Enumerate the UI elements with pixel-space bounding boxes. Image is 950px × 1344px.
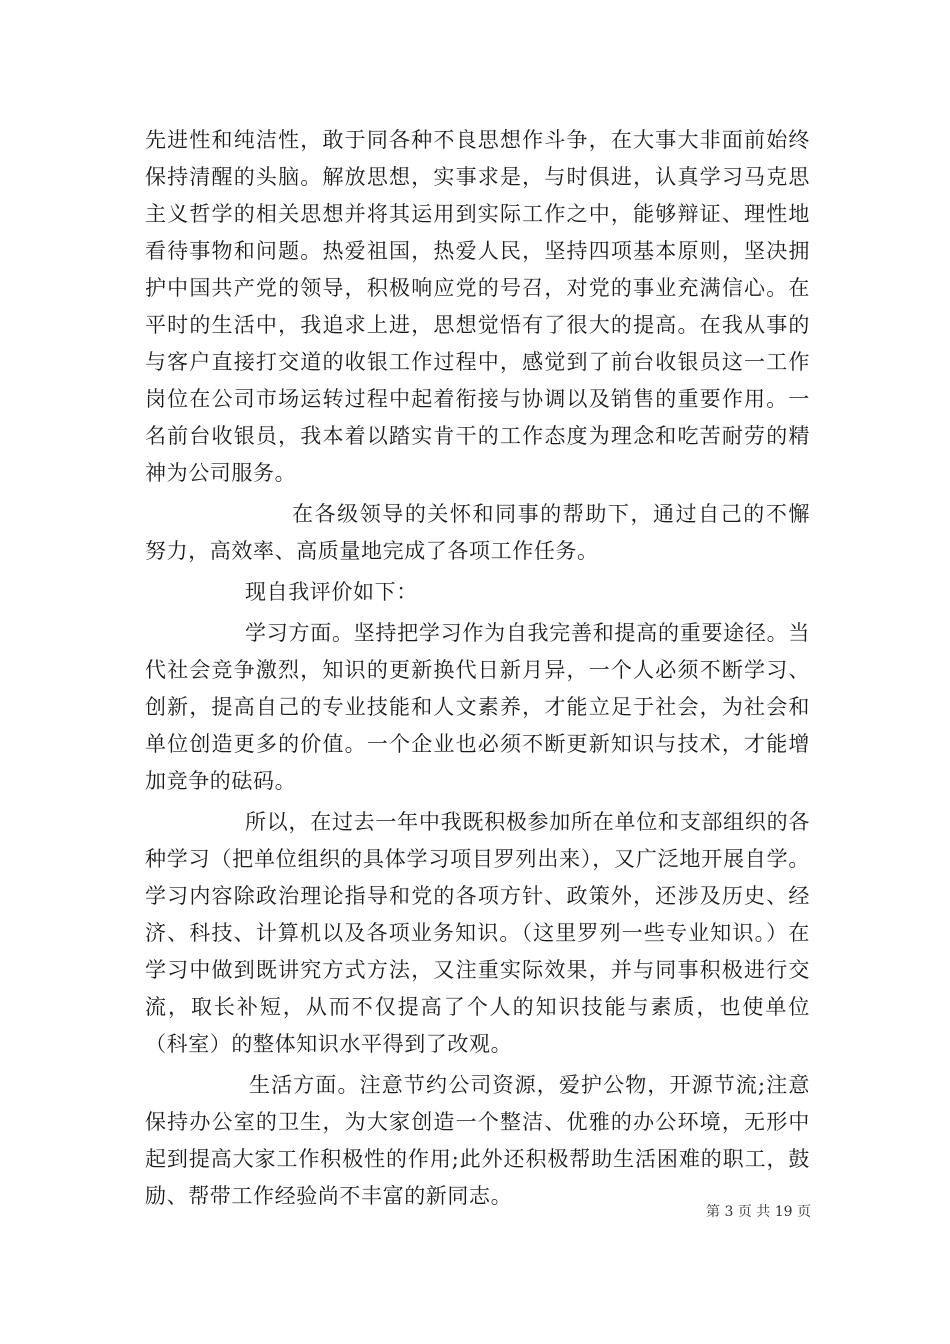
paragraph-evaluation-intro: 现自我评价如下： — [245, 580, 418, 604]
page-number: 第 3 页 共 19 页 — [706, 1204, 811, 1220]
paragraph-life-aspect: 生活方面。注意节约公司资源，爱护公物，开源节流;注意保持办公室的卫生，为大家创造一个整洁、优雅的办公环境，无形中起到提高大家工作积极性的作用;此外还积极帮助生活困难的职工，鼓励、帮带工作经验尚不丰富的新同志。 — [145, 1073, 810, 1208]
paragraph-work-summary: 在各级领导的关怀和同事的帮助下，通过自己的不懈努力，高效率、高质量地完成了各项工作任务。 — [145, 502, 810, 563]
paragraph-study-details: 所以，在过去一年中我既积极参加所在单位和支部组织的各种学习（把单位组织的具体学习项目罗列出来），又广泛地开展自学。学习内容除政治理论指导和党的各项方针、政策外，还涉及历史、经济、科技、计算机以及各项业务知识。（这里罗列一些专业知识。）在学习中做到既讲究方式方法，又注重实际效果，并与同事积极进行交流，取长补短，从而不仅提高了个人的知识技能与素质，也使单位（科室）的整体知识水平得到了改观。 — [145, 810, 810, 1056]
paragraph-political-thought: 先进性和纯洁性，敢于同各种不良思想作斗争，在大事大非面前始终保持清醒的头脑。解放思想，实事求是，与时俱进，认真学习马克思主义哲学的相关思想并将其运用到实际工作之中，能够辩证、理性地看待事物和问题。热爱祖国，热爱人民，坚持四项基本原则，坚决拥护中国共产党的领导，积极响应党的号召，对党的事业充满信心。在平时的生活中，我追求上进，思想觉悟有了很大的提高。在我从事的与客户直接打交道的收银工作过程中，感觉到了前台收银员这一工作岗位在公司市场运转过程中起着衔接与协调以及销售的重要作用。一名前台收银员，我本着以踏实肯干的工作态度为理念和吃苦耐劳的精神为公司服务。 — [145, 128, 810, 485]
document-body — [145, 122, 810, 1215]
paragraph-study-aspect: 学习方面。坚持把学习作为自我完善和提高的重要途径。当代社会竞争激烈，知识的更新换代日新月异，一个人必须不断学习、创新，提高自己的专业技能和人文素养，才能立足于社会，为社会和单位创造更多的价值。一个企业也必须不断更新知识与技术，才能增加竞争的砝码。 — [145, 621, 810, 793]
